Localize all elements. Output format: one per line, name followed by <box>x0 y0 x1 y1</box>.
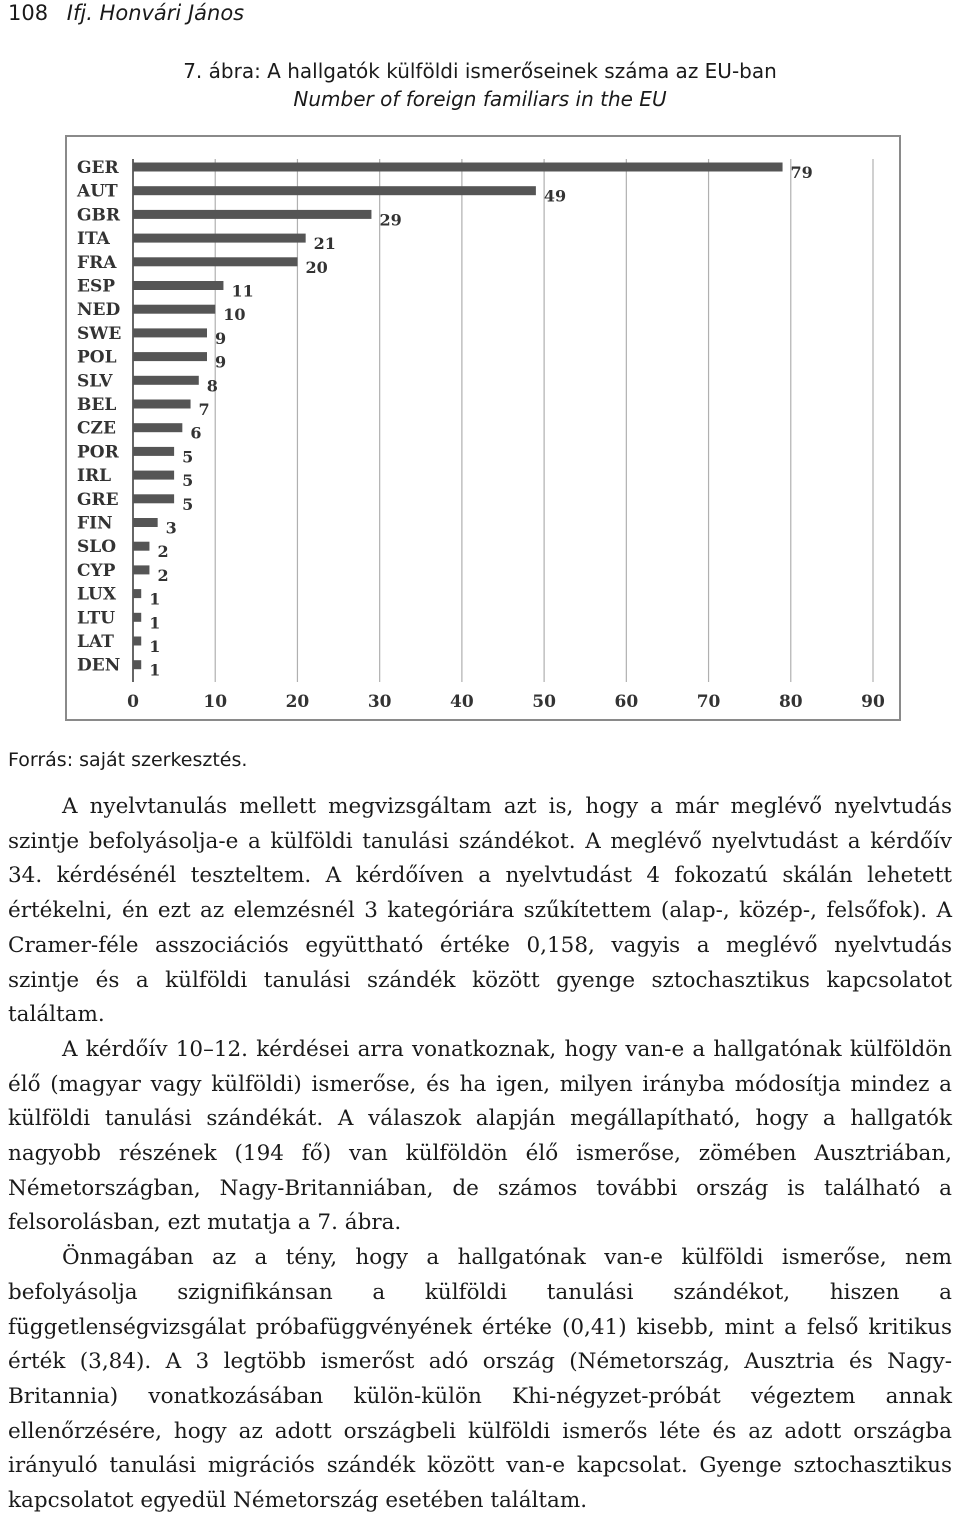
category-label: ESP <box>77 276 116 297</box>
bar <box>133 376 199 385</box>
category-label: FRA <box>77 252 117 273</box>
data-label: 20 <box>305 257 328 277</box>
data-label: 2 <box>157 542 169 562</box>
data-label: 5 <box>182 471 194 491</box>
x-tick-label: 20 <box>285 692 310 712</box>
x-tick-label: 10 <box>203 692 228 712</box>
x-tick-label: 80 <box>778 692 803 712</box>
x-tick-label: 30 <box>367 692 392 712</box>
bar <box>133 281 223 290</box>
paragraph-3: Önmagában az a tény, hogy a hallgatónak van-e külföldi ismerőse, nem befolyásolja szignifikánsan a külföldi tanulási szándékot, hiszen a függetlenségvizsgálat próbafüggvényének értéke (0,41) kisebb, mint a felső kritikus érték (3,84). A 3 legtöbb ismerőst adó ország (Németország, Ausztria és Nagy-Britannia) vonatkozásában külön-külön Khi-négyzet-próbát végeztem annak ellenőrzésére, hogy az adott országbeli külföldi ismerős léte és az adott országba irányuló tanulási migrációs szándék között van-e kapcsolat. Gyenge sztochasztikus kapcsolatot egyedül Németország esetében találtam. <box>8 1245 952 1514</box>
bar <box>133 589 141 598</box>
figure-title-english: Number of foreign familiars in the EU <box>293 87 667 111</box>
data-label: 5 <box>182 494 194 514</box>
bar <box>133 660 141 669</box>
category-label: DEN <box>77 655 121 676</box>
category-label: SLV <box>77 371 113 392</box>
running-header <box>8 0 244 26</box>
category-label: CYP <box>77 560 116 581</box>
data-label: 49 <box>543 186 567 206</box>
bar-chart-frame <box>65 135 901 721</box>
data-label: 1 <box>149 589 161 609</box>
bar <box>133 328 207 337</box>
category-label: BEL <box>77 395 117 415</box>
category-label: CZE <box>77 418 116 439</box>
bar <box>133 210 371 219</box>
category-label: GER <box>77 158 119 178</box>
x-tick-label: 40 <box>450 692 474 712</box>
category-label: GBR <box>77 205 121 226</box>
data-label: 1 <box>149 660 161 680</box>
bar-chart <box>67 137 899 719</box>
data-label: 10 <box>223 305 246 325</box>
bar <box>133 400 191 409</box>
bar <box>133 637 141 646</box>
category-label: FIN <box>77 513 113 534</box>
body-text <box>8 790 952 1519</box>
data-label: 5 <box>182 447 194 467</box>
paragraph-1: A nyelvtanulás mellett megvizsgáltam azt is, hogy a már meglévő nyelvtudás szintje befolyásolja-e a külföldi tanulási szándékot. A meglévő nyelvtudást a kérdőív 34. kérdésénél teszteltem. A kérdőíven a nyelvtudást 4 fokozatú skálán lehetett értékelni, én ezt az elemzésnél 3 kategóriára szűkítettem (alap-, közép-, felsőfok). A Cramer-féle asszociációs együttható értéke 0,158, vagyis a meglévő nyelvtudás szintje és a külföldi tanulási szándék között gyenge sztochasztikus kapcsolatot találtam. <box>8 794 952 1028</box>
category-label: SLO <box>77 537 117 558</box>
bar <box>133 494 174 503</box>
category-label: POR <box>77 442 119 463</box>
bar <box>133 234 306 243</box>
bar <box>133 447 174 456</box>
running-author: Ifj. Honvári János <box>66 1 245 25</box>
category-label: ITA <box>77 229 110 250</box>
data-label: 11 <box>231 281 254 301</box>
page-number: 108 <box>8 1 49 25</box>
data-label: 1 <box>149 637 161 656</box>
data-label: 8 <box>206 376 218 396</box>
bar <box>133 518 158 527</box>
bar <box>133 186 536 195</box>
data-label: 29 <box>379 210 402 230</box>
bar <box>133 163 783 172</box>
figure-title-hungarian: 7. ábra: A hallgatók külföldi ismerőseinek száma az EU-ban <box>183 59 777 83</box>
bar <box>133 565 149 574</box>
paragraph-2: A kérdőív 10–12. kérdései arra vonatkoznak, hogy van-e a hallgatónak külföldön élő (magyar vagy külföldi) ismerőse, és ha igen, milyen irányba módosítja mindez a külföldi tanulási szándékát. A válaszok alapján megállapítható, hogy a hallgatók nagyobb részének (194 fő) van külföldön élő ismerőse, zömében Ausztriában, Németországban, Nagy-Britanniában, de számos további ország is található a felsorolásban, ezt mutatja a 7. ábra. <box>8 1036 952 1236</box>
figure-caption <box>0 57 960 113</box>
x-tick-label: 60 <box>614 692 639 712</box>
category-label: POL <box>77 347 117 368</box>
category-label: NED <box>77 300 121 321</box>
data-label: 6 <box>190 423 202 443</box>
category-label: IRL <box>77 466 112 487</box>
category-label: AUT <box>77 181 118 202</box>
bar <box>133 542 149 551</box>
category-label: LTU <box>77 608 116 629</box>
category-label: LUX <box>77 584 117 605</box>
data-label: 7 <box>198 400 210 419</box>
category-label: LAT <box>77 632 114 652</box>
x-tick-label: 70 <box>696 692 721 712</box>
data-label: 2 <box>157 565 169 585</box>
bar <box>133 352 207 361</box>
x-tick-label: 50 <box>532 692 556 712</box>
bar <box>133 423 182 432</box>
category-label: GRE <box>77 489 119 510</box>
data-label: 3 <box>165 518 177 538</box>
bar <box>133 257 297 266</box>
category-label: SWE <box>77 323 122 344</box>
data-label: 1 <box>149 613 161 633</box>
bar <box>133 471 174 480</box>
data-label: 9 <box>215 352 227 372</box>
bar <box>133 305 215 314</box>
data-label: 9 <box>215 328 227 348</box>
data-label: 79 <box>790 163 813 182</box>
figure-source: Forrás: saját szerkesztés. <box>8 749 248 771</box>
data-label: 21 <box>313 234 336 254</box>
bar <box>133 613 141 622</box>
x-tick-label: 0 <box>127 692 139 712</box>
x-tick-label: 90 <box>861 692 885 712</box>
